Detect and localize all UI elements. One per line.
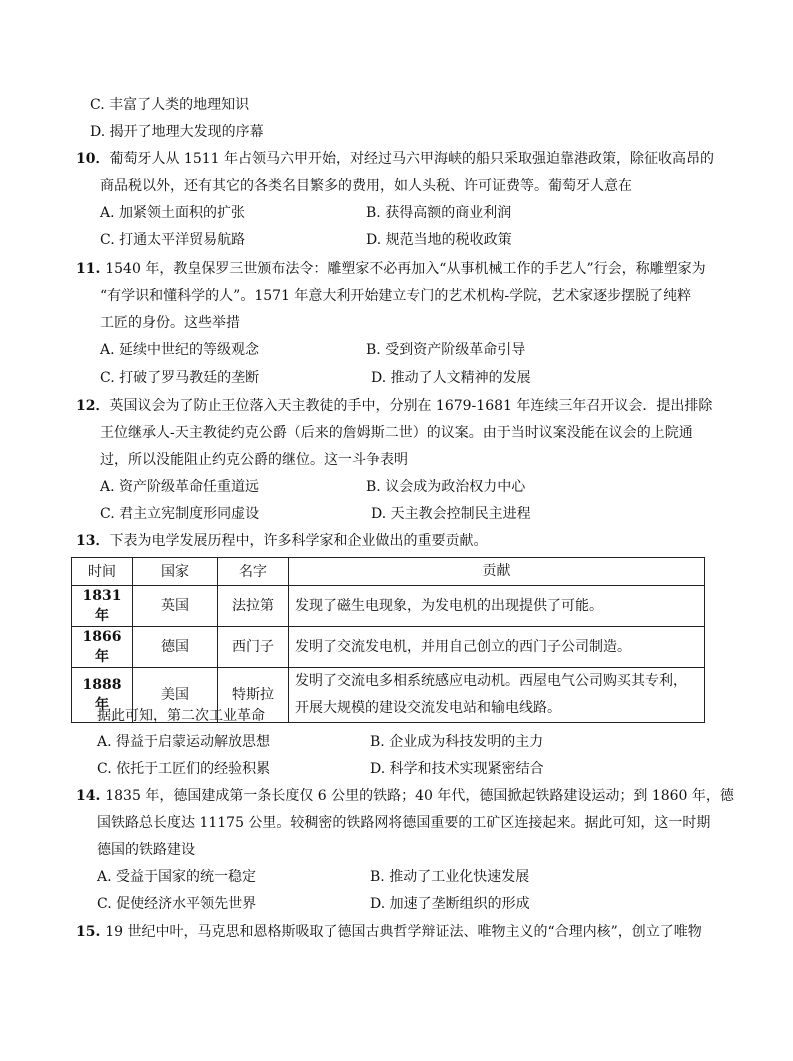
q13-followup: 据此可知，第二次工业革命 [97,708,265,724]
q12-stem-line2: 王位继承人-天主教徒约克公爵（后来的詹姆斯二世）的议案。由于当时议案没能在议会的上院通 [100,425,693,441]
q13-option-b: B. 企业成为科技发明的主力 [370,734,544,750]
table-cell-year: 1866 年 [72,627,133,668]
q12-number: 12． [76,398,110,414]
q9-option-c: C. 丰富了人类的地理知识 [90,97,250,113]
table-cell-contribution: 发明了交流发电机，并用自己创立的西门子公司制造。 [289,627,705,668]
q12-option-d: D. 天主教会控制民主进程 [371,506,531,522]
q10-option-d: D. 规范当地的税收政策 [366,232,512,248]
q13-option-a: A. 得益于启蒙运动解放思想 [97,734,271,750]
table-cell-country: 英国 [133,586,218,627]
q13-option-c: C. 依托于工匠们的经验积累 [97,761,271,777]
table-cell-name: 西门子 [218,627,289,668]
q13-stem: 13．下表为电学发展历程中，许多科学家和企业做出的重要贡献。 [76,533,488,549]
q14-option-b: B. 推动了工业化快速发展 [370,869,530,885]
q12-option-a: A. 资产阶级革命任重道远 [100,479,260,495]
q13-option-d: D. 科学和技术实现紧密结合 [370,761,544,777]
table-cell-year: 1888 年 [72,668,133,723]
q10-stem-line1: 10．葡萄牙人从 1511 年占领马六甲开始，对经过马六甲海峡的船只采取强迫靠港政策，除征收高昂的 [76,151,715,167]
q13-table [71,557,705,723]
table-cell-contribution: 发现了磁生电现象，为发电机的出现提供了可能。 [289,586,705,627]
q11-stem-line1: 11. 1540 年，教皇保罗三世颁布法令：雕塑家不必再加入“从事机械工作的手艺人”行会，称雕塑家为 [76,261,706,277]
table-row [72,627,705,668]
q12-stem-line3: 过，所以没能阻止约克公爵的继位。这一斗争表明 [100,452,408,468]
table-cell-name: 法拉第 [218,586,289,627]
table-cell-country: 美国 [133,668,218,723]
q12-option-b: B. 议会成为政治权力中心 [366,479,526,495]
q14-option-a: A. 受益于国家的统一稳定 [97,869,257,885]
q11-number: 11. [76,261,106,277]
q14-stem-line3: 德国的铁路建设 [97,842,195,858]
q11-option-d: D. 推动了人文精神的发展 [371,370,531,386]
q12-stem-line1: 12．英国议会为了防止王位落入天主教徒的手中，分别在 1679-1681 年连续三年召开议会．提出排除 [76,398,713,414]
q14-number: 14. [76,788,106,804]
q14-option-c: C. 促使经济水平领先世界 [97,896,257,912]
q9-option-d: D. 揭开了地理大发现的序幕 [90,124,264,140]
table-header-cell: 时间 [72,558,133,586]
q11-stem-line3: 工匠的身份。这些举措 [100,315,240,331]
q13-number: 13． [76,533,110,549]
table-cell-year: 1831 年 [72,586,133,627]
q12-option-c: C. 君主立宪制度形同虚设 [100,506,260,522]
q10-number: 10． [76,151,110,167]
table-header-cell: 名字 [218,558,289,586]
table-header-cell: 贡献 [289,558,705,586]
q14-stem-line1: 14. 1835 年，德国建成第一条长度仅 6 公里的铁路；40 年代，德国掀起铁路建设运动；到 1860 年，德 [76,788,734,804]
table-row [72,586,705,627]
q11-option-a: A. 延续中世纪的等级观念 [100,342,260,358]
q10-stem-line2: 商品税以外，还有其它的各类名目繁多的费用，如人头税、许可证费等。葡萄牙人意在 [100,178,632,194]
q11-option-c: C. 打破了罗马教廷的垄断 [100,370,260,386]
q10-option-c: C. 打通太平洋贸易航路 [100,232,246,248]
q14-option-d: D. 加速了垄断组织的形成 [370,896,530,912]
q11-option-b: B. 受到资产阶级革命引导 [366,342,526,358]
table-header-cell: 国家 [133,558,218,586]
q15-number: 15. [76,924,106,940]
table-cell-country: 德国 [133,627,218,668]
q14-stem-line2: 国铁路总长度达 11175 公里。较稠密的铁路网将德国重要的工矿区连接起来。据此可知，这一时期 [97,815,711,831]
q10-option-b: B. 获得高额的商业利润 [366,205,512,221]
q10-option-a: A. 加紧领土面积的扩张 [100,205,246,221]
table-cell-contribution: 发明了交流电多相系统感应电动机。西屋电气公司购买其专利，开展大规模的建设交流发电站和输电线路。 [289,668,705,723]
table-header-row [72,558,705,586]
q11-stem-line2: “有学识和懂科学的人”。1571 年意大利开始建立专门的艺术机构-学院，艺术家逐步摆脱了纯粹 [100,288,692,304]
q15-stem-line1: 15. 19 世纪中叶，马克思和恩格斯吸取了德国古典哲学辩证法、唯物主义的“合理内核”，创立了唯物 [76,924,702,940]
table-cell-name: 特斯拉 [218,668,289,723]
